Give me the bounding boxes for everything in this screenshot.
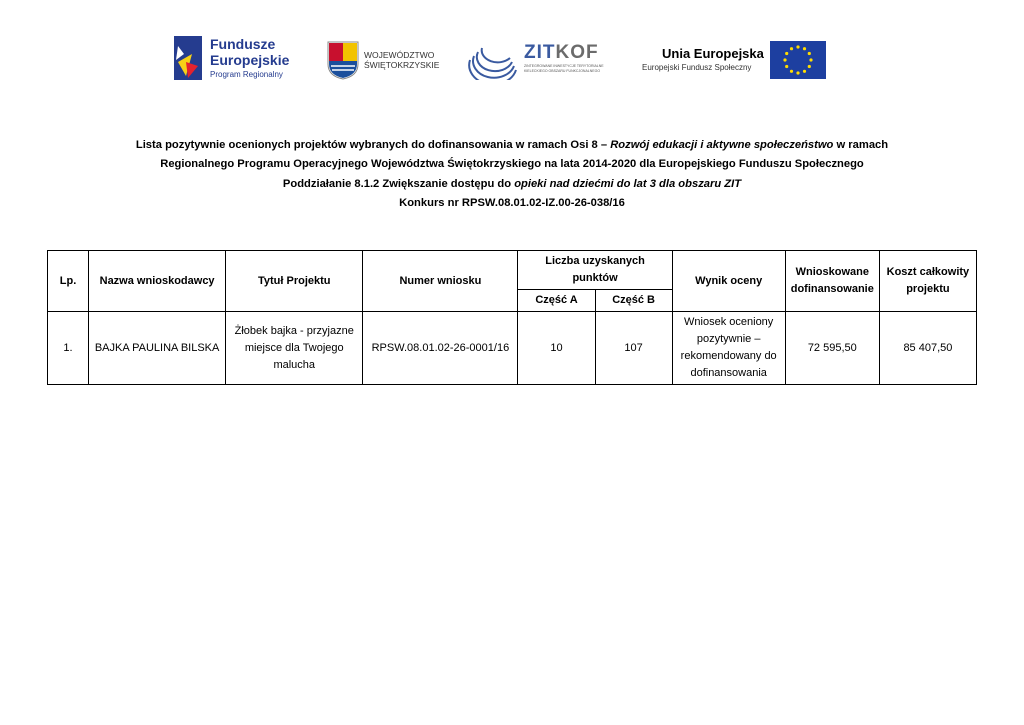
wojewodztwo-swietokrzyskie-logo: [322, 30, 442, 88]
table-row: [48, 312, 977, 385]
document-title: [90, 136, 934, 213]
cell-total: 85 407,50: [879, 312, 976, 385]
header-requested: Wnioskowane dofinansowanie: [785, 251, 879, 312]
zit-name-a: ZIT: [524, 42, 556, 63]
cell-part-b: 107: [595, 312, 672, 385]
title-line-1-a: Lista pozytywnie ocenionych projektów wybranych do dofinansowania w ramach Osi 8 –: [135, 139, 611, 151]
fe-star-icon: [172, 32, 206, 84]
logo-bar: [0, 30, 1024, 88]
coat-of-arms-icon: [326, 40, 360, 80]
title-line-1: [90, 136, 934, 155]
title-line-3-italic: opieki nad dziećmi do lat 3 dla obszaru ZIT: [514, 177, 742, 190]
header-title: Tytuł Projektu: [226, 251, 363, 312]
header-part-b: Część B: [595, 290, 672, 312]
title-line-3-a: Poddziałanie 8.1.2 Zwiększanie dostępu do: [282, 177, 515, 190]
fundusze-europejskie-logo: [172, 30, 302, 88]
fe-line1: Fundusze: [210, 36, 276, 52]
cell-title: Żłobek bajka - przyjazne miejsce dla Twojego malucha: [226, 312, 363, 385]
results-table: [47, 250, 977, 385]
cell-result: Wniosek oceniony pozytywnie – rekomendowany do dofinansowania: [672, 312, 785, 385]
header-number: Numer wniosku: [363, 251, 518, 312]
cell-part-a: 10: [518, 312, 595, 385]
sw-line1: WOJEWÓDZTWO: [364, 50, 435, 60]
eu-flag-icon: [770, 41, 826, 79]
header-points: Liczba uzyskanych punktów: [518, 251, 672, 290]
fe-line2: Europejskie: [210, 52, 290, 68]
cell-number: RPSW.08.01.02-26-0001/16: [363, 312, 518, 385]
header-total: Koszt całkowity projektu: [879, 251, 976, 312]
cell-name: BAJKA PAULINA BILSKA: [89, 312, 226, 385]
zit-tagline1: ZINTEGROWANE INWESTYCJE TERYTORIALNE: [524, 64, 604, 68]
header-part-a: Część A: [518, 290, 595, 312]
zit-kof-logo: [466, 30, 606, 88]
title-line-2: Regionalnego Programu Operacyjnego Województwa Świętokrzyskiego na lata 2014-2020 dla Europejskiego Funduszu Społecznego: [160, 158, 864, 171]
header-result: Wynik oceny: [672, 251, 785, 312]
title-line-1-italic: Rozwój edukacji i aktywne społeczeństwo: [610, 139, 834, 151]
zit-name: [524, 42, 599, 64]
title-line-4: Konkurs nr RPSW.08.01.02-IZ.00-26-038/16: [399, 196, 625, 209]
unia-europejska-logo: [640, 30, 830, 88]
zit-swirl-icon: [466, 40, 522, 80]
cell-lp: 1.: [48, 312, 89, 385]
zit-tagline2: KIELECKIEGO OBSZARU FUNKCJONALNEGO: [524, 69, 601, 73]
cell-requested: 72 595,50: [785, 312, 879, 385]
header-lp: Lp.: [48, 251, 89, 312]
table-header-row: [48, 251, 977, 290]
zit-name-b: KOF: [555, 42, 599, 63]
header-name: Nazwa wnioskodawcy: [89, 251, 226, 312]
ue-line2: Europejski Fundusz Społeczny: [642, 63, 752, 72]
sw-line2: ŚWIĘTOKRZYSKIE: [364, 60, 440, 70]
title-line-3: [90, 175, 934, 194]
title-line-1-b: w ramach: [833, 139, 889, 151]
fe-line3: Program Regionalny: [210, 70, 283, 79]
ue-line1: Unia Europejska: [662, 46, 764, 61]
